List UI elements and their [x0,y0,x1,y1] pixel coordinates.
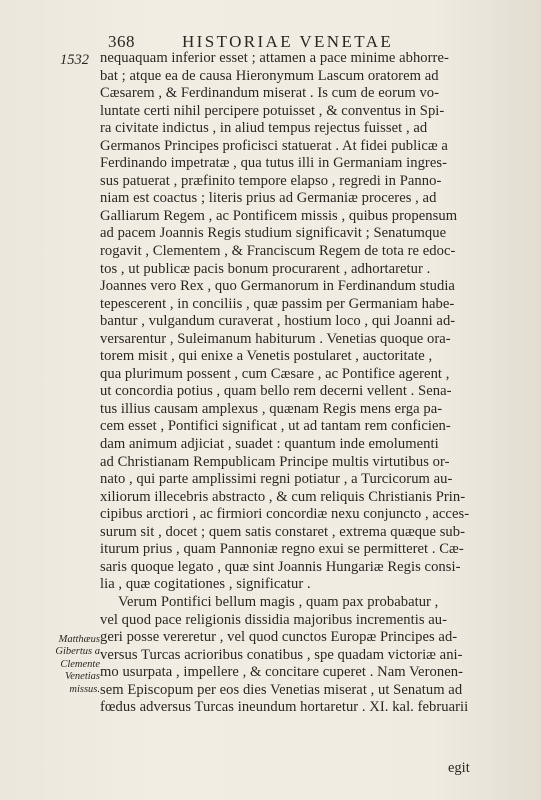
text-line: bantur , vulgandum curaverat , hostium loco , qui Joanni ad- [100,313,456,330]
text-line: cipibus arctiori , ac firmiori concordiæ nexu conjuncto , acces- [100,506,470,523]
text-line: xiliorum illecebris abstracto , & cum reliquis Christianis Prin- [100,488,466,505]
body-text [100,50,508,717]
marginal-note-line: missus. [69,683,100,695]
text-line: tepescerent , in conciliis , quæ passim per Germaniam habe- [100,295,455,312]
text-line: qua plurimum possent , cum Cæsare , ac Pontifice agerent , [100,365,450,382]
text-line: vel quod pace religionis dissidia majoribus incrementis au- [100,611,448,628]
text-line: luntate certi nihil percipere potuisset , & conventus in Spi- [100,102,445,119]
marginal-note-line: Matthæus [58,634,100,645]
text-line: nequaquam inferior esset ; attamen a pace minime abhorre- [100,50,449,66]
text-line: versarentur , Suleimanum habiturum . Venetias quoque ora- [100,330,451,347]
text-line: versus Turcas acrioribus conatibus , spe quadam victoriæ ani- [100,646,463,663]
text-line: surum sit , docet ; quem satis constaret , extrema quæque sub- [100,523,466,540]
text-line: Joannes vero Rex , quo Germanorum in Ferdinandum studia [100,278,455,295]
catchword: egit [448,760,470,776]
text-line: rogavit , Clementem , & Franciscum Regem de tota re edoc- [100,243,456,260]
text-line: Verum Pontifici bellum magis , quam pax probabatur , [118,593,439,610]
text-line: Cæsarem , & Ferdinandum miserat . Is cum de eorum vo- [100,85,440,102]
text-line: Ferdinando impetratæ , qua tutus illi in Germaniam ingres- [100,155,447,172]
text-line: bat ; atque ea de causa Hieronymum Lascum oratorem ad [100,67,439,84]
text-line: lia , quæ cogitationes , significatur . [100,576,311,593]
marginal-note-line: Gibertus a [55,646,100,658]
text-line: Germanos Principes proficisci statuerat . At fidei publicæ a [100,137,448,154]
text-line: nato , qui parte amplissimi regni potiatur , a Turcicorum au- [100,471,453,488]
running-title: HISTORIAE VENETAE [182,32,394,51]
text-line: ad Christianam Rempublicam Principe multis virtutibus or- [100,453,450,470]
text-line: ut concordia potius , quam bello rem decerni vellent . Sena- [100,383,452,400]
margin-year: 1532 [60,52,89,68]
text-line: saris quoque legato , quæ sint Joannis Hungariæ Regis consi- [100,558,461,575]
text-line: sem Episcopum per eos dies Venetias miserat , ut Senatum ad [100,681,463,698]
marginal-note-line: Venetias [65,671,100,683]
text-line: tus illius causam amplexus , quænam Regis mens erga pa- [100,400,443,417]
text-line: niam est coactus ; literis prius ad Germaniæ proceres , ad [100,190,437,207]
text-line: torem misit , qui enixe a Venetis postularet , auctoritate , [100,348,433,365]
text-line: iturum prius , quam Pannoniæ regno exui se permitteret . Cæ- [100,541,464,558]
text-line: dam animum adjiciat , suadet : quantum inde emolumenti [100,436,439,453]
text-line: sus patuerat , præfinito tempore elapso , regredi in Panno- [100,172,442,189]
text-line: cem esset , Pontifici significat , ut ad tantam rem conficien- [100,418,451,435]
text-line: fœdus adversus Turcas ineundum hortaretur . XI. kal. februarii [100,699,469,716]
text-line: ad pacem Joannis Regis studium significavit ; Senatumque [100,225,447,242]
text-line: Galliarum Regem , ac Pontificem missis , quibus propensum [100,207,458,224]
text-line: mo usurpata , impellere , & concitare cuperet . Nam Veronen- [100,664,463,681]
text-line: ra civitate indictus , in aliud tempus rejectus fuisset , ad [100,120,428,137]
page-number: 368 [108,32,135,51]
marginal-note-line: Clemente [60,658,100,670]
marginal-note [44,634,100,696]
text-line: geri posse vereretur , vel quod cunctos Europæ Principes ad- [100,629,458,646]
text-line: tos , ut publicæ pacis bonum procurarent , adhortaretur . [100,260,431,277]
